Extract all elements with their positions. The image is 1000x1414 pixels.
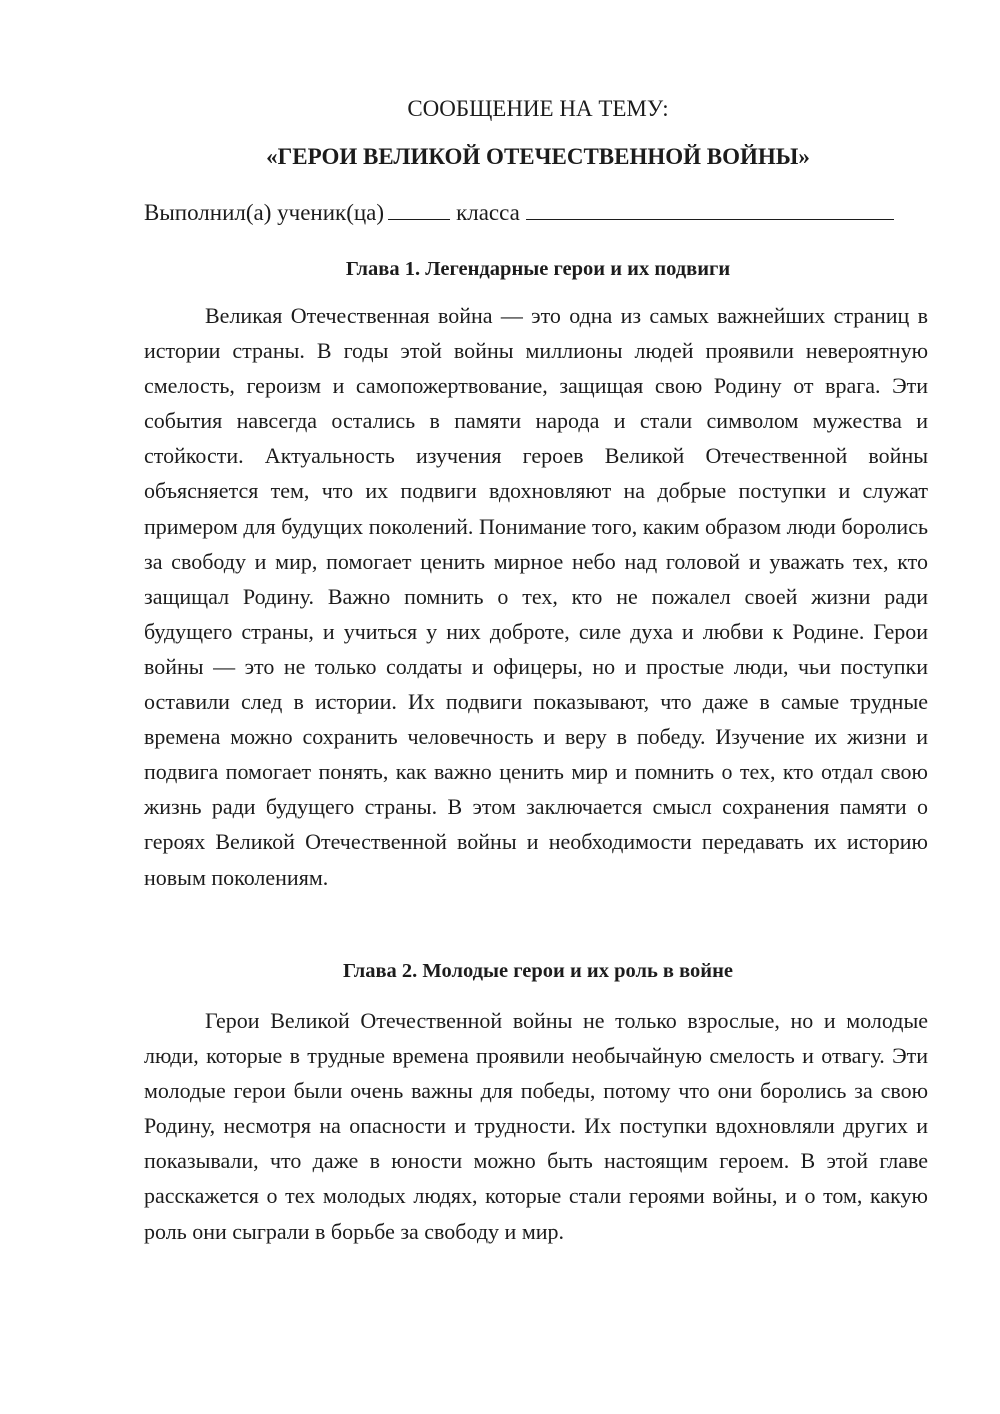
author-line — [144, 197, 934, 228]
class-label: класса — [456, 200, 520, 225]
class-number-blank — [388, 197, 450, 220]
document-topic-line: СООБЩЕНИЕ НА ТЕМУ: — [407, 96, 669, 121]
chapter-1-paragraph: Великая Отечественная война — это одна из самых важнейших страниц в истории страны. В годы этой войны миллионы людей проявили невероятную смелость, героизм и самопожертвование, защищая свою Родину от врага. Эти события навсегда остались в памяти народа и стали символом мужества и стойкости. Актуальность изучения героев Великой Отечественной войны объясняется тем, что их подвиги вдохновляют на добрые поступки и служат примером для будущих поколений. Понимание того, каким образом люди боролись за свободу и мир, помогает ценить мирное небо над головой и уважать тех, кто защищал Родину. Важно помнить о тех, кто не пожалел своей жизни ради будущего страны, и учиться у них доброте, силе духа и любви к Родине. Герои войны — это не только солдаты и офицеры, но и простые люди, чьи поступки оставили след в истории. Их подвиги показывают, что даже в самые трудные времена можно сохранить человечность и веру в победу. Изучение их жизни и подвига помогает понять, как важно ценить мир и помнить о тех, кто отдал свою жизнь ради будущего страны. В этом заключается смысл сохранения памяти о героях Великой Отечественной войны и необходимости передавать их историю новым поколениям. — [144, 303, 928, 890]
chapter-1-heading: Глава 1. Легендарные герои и их подвиги — [345, 258, 731, 280]
document-title: «ГЕРОИ ВЕЛИКОЙ ОТЕЧЕСТВЕННОЙ ВОЙНЫ» — [266, 144, 810, 169]
student-name-blank — [526, 197, 894, 220]
chapter-2-paragraph: Герои Великой Отечественной войны не только взрослые, но и молодые люди, которые в трудные времена проявили необычайную смелость и отвагу. Эти молодые герои были очень важны для победы, потому что они боролись за свою Родину, несмотря на опасности и трудности. Их поступки вдохновляли других и показывали, что даже в юности можно быть настоящим героем. В этой главе расскажется о тех молодых людях, которые стали героями войны, и о том, какую роль они сыграли в борьбе за свободу и мир. — [144, 1008, 928, 1244]
chapter-2-heading: Глава 2. Молодые герои и их роль в войне — [342, 960, 734, 982]
performed-by-label: Выполнил(а) ученик(ца) — [144, 200, 385, 225]
